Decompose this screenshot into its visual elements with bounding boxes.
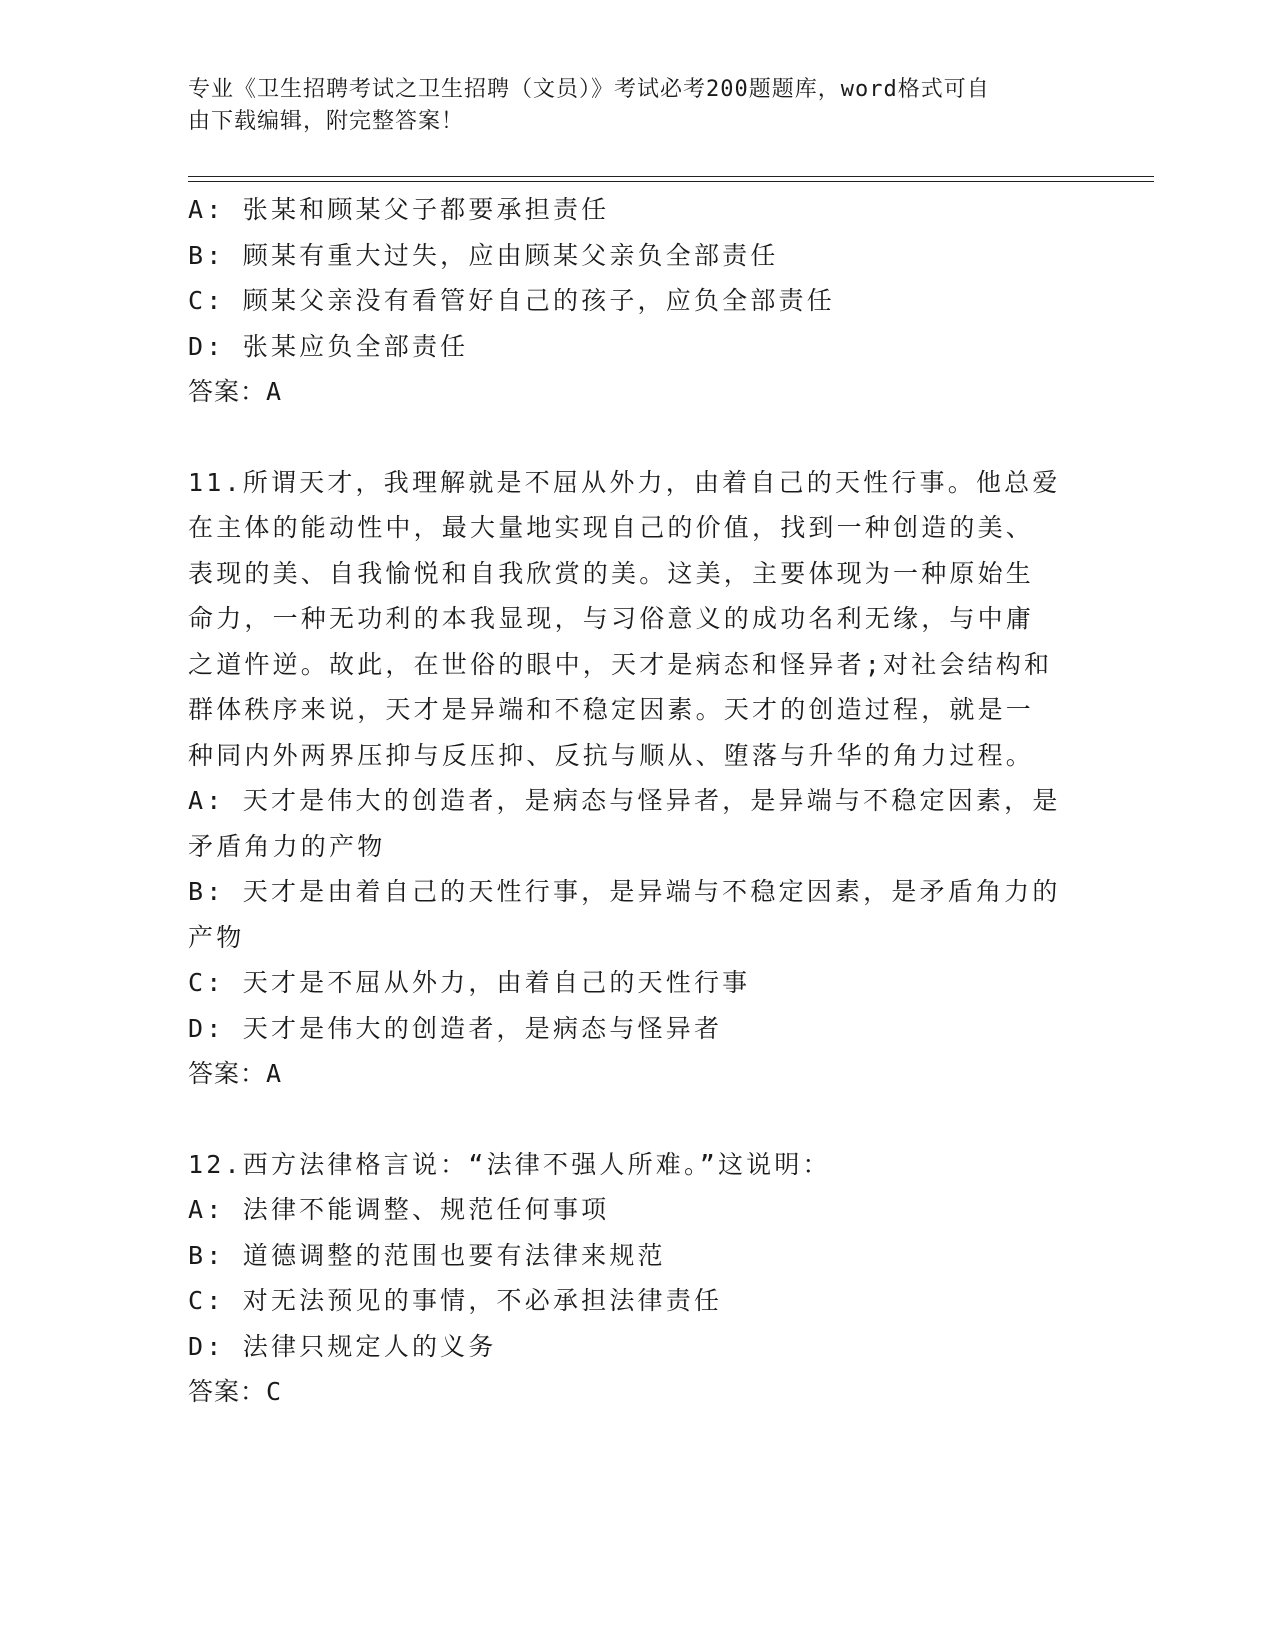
option-a: A: 张某和顾某父子都要承担责任	[188, 195, 610, 224]
question-10-block	[188, 187, 1078, 415]
option-a: A: 法律不能调整、规范任何事项	[188, 1195, 610, 1224]
option-b-continued: 产物	[188, 922, 245, 952]
option-a-continued: 矛盾角力的产物	[188, 831, 386, 861]
header-line-1: 专业《卫生招聘考试之卫生招聘（文员）》考试必考200题题库，word格式可自	[188, 77, 990, 102]
option-b: B: 顾某有重大过失，应由顾某父亲负全部责任	[188, 240, 779, 270]
question-stem-line: 种同内外两界压抑与反压抑、反抗与顺从、堕落与升华的角力过程。	[188, 740, 1035, 770]
option-d: D: 天才是伟大的创造者，是病态与怪异者	[188, 1013, 723, 1043]
answer-line: 答案：A	[188, 377, 283, 406]
spacer	[188, 415, 1078, 460]
option-c: C: 顾某父亲没有看管好自己的孩子，应负全部责任	[188, 286, 835, 315]
answer-line: 答案：A	[188, 1059, 283, 1088]
option-d: D: 法律只规定人的义务	[188, 1331, 497, 1361]
document-header	[188, 74, 1068, 138]
option-b: B: 天才是由着自己的天性行事，是异端与不稳定因素，是矛盾角力的	[188, 877, 1061, 906]
header-divider-bottom	[188, 181, 1154, 182]
option-a: A: 天才是伟大的创造者，是病态与怪异者，是异端与不稳定因素，是	[188, 786, 1061, 815]
option-c: C: 对无法预见的事情，不必承担法律责任	[188, 1286, 723, 1315]
question-stem-line: 11.所谓天才，我理解就是不屈从外力，由着自己的天性行事。他总爱	[188, 467, 1061, 497]
option-d: D: 张某应负全部责任	[188, 331, 469, 361]
spacer	[188, 1097, 1078, 1142]
question-12-block	[188, 1142, 1078, 1415]
option-c: C: 天才是不屈从外力，由着自己的天性行事	[188, 968, 751, 997]
option-b: B: 道德调整的范围也要有法律来规范	[188, 1240, 666, 1270]
question-11-block	[188, 460, 1078, 1097]
question-stem-line: 之道忤逆。故此，在世俗的眼中，天才是病态和怪异者;对社会结构和	[188, 649, 1053, 679]
header-line-2: 由下载编辑，附完整答案！	[188, 109, 465, 134]
question-stem-line: 在主体的能动性中，最大量地实现自己的价值，找到一种创造的美、	[188, 513, 1035, 542]
question-stem-line: 12.西方法律格言说：“法律不强人所难。”这说明：	[188, 1149, 831, 1179]
header-divider-top	[188, 176, 1154, 177]
answer-line: 答案：C	[188, 1377, 283, 1406]
question-stem-line: 命力，一种无功利的本我显现，与习俗意义的成功名利无缘，与中庸	[188, 604, 1035, 633]
question-stem-line: 表现的美、自我愉悦和自我欣赏的美。这美，主要体现为一种原始生	[188, 558, 1035, 588]
document-body	[188, 187, 1078, 1415]
question-stem-line: 群体秩序来说，天才是异端和不稳定因素。天才的创造过程，就是一	[188, 695, 1035, 724]
